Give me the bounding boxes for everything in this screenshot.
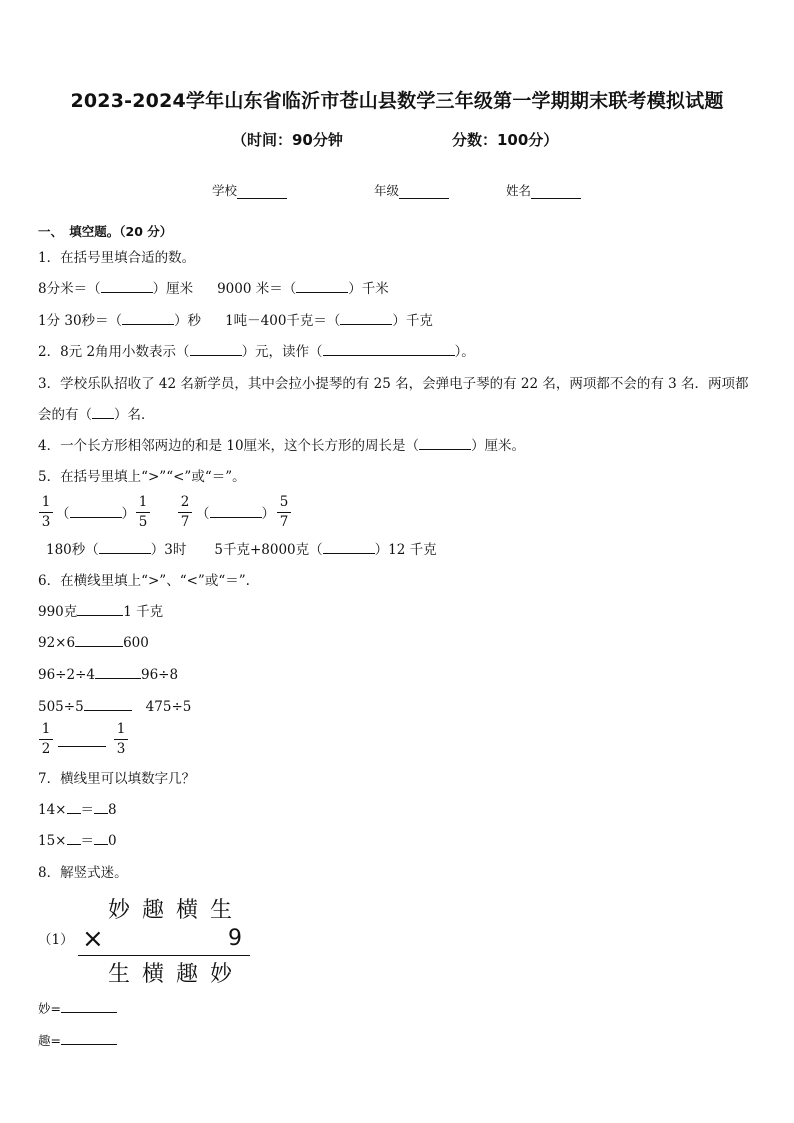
puzzle-top-row: 妙趣横生 bbox=[108, 898, 245, 923]
times-sign: × bbox=[82, 924, 104, 954]
question-1: 1．在括号里填合适的数。 bbox=[38, 250, 196, 266]
q7-left: 14× bbox=[38, 802, 67, 818]
denominator: 5 bbox=[138, 514, 148, 530]
denominator: 3 bbox=[41, 514, 51, 530]
q6-right: 1 千克 bbox=[123, 604, 164, 620]
question-6-row-1 bbox=[38, 602, 163, 622]
q5-c1: 180秒（ bbox=[46, 542, 99, 558]
fraction bbox=[277, 494, 291, 530]
answer-blank[interactable] bbox=[61, 999, 117, 1013]
denominator: 7 bbox=[279, 514, 289, 530]
section-heading: 一、 填空题。（20 分） bbox=[38, 224, 173, 239]
paren: ） bbox=[261, 506, 275, 522]
name-field[interactable] bbox=[506, 181, 581, 199]
numerator: 1 bbox=[138, 494, 148, 510]
answer-blank[interactable] bbox=[84, 697, 132, 711]
grade-field[interactable] bbox=[374, 181, 449, 199]
question-3-line-1: 3．学校乐队招收了 42 名新学员，其中会拉小提琴的有 25 名，会弹电子琴的有 22 名，两项都不会的有 3 名．两项都 bbox=[38, 376, 749, 392]
answer-blank[interactable] bbox=[58, 746, 106, 747]
q1-a3: 9000 米＝（ bbox=[217, 281, 297, 297]
question-6-row-4 bbox=[38, 697, 191, 717]
question-6-row-3 bbox=[38, 665, 178, 685]
fraction bbox=[39, 494, 53, 530]
numerator: 1 bbox=[41, 494, 51, 510]
numerator: 1 bbox=[116, 721, 126, 737]
answer-blank[interactable] bbox=[122, 311, 174, 325]
name-blank[interactable] bbox=[531, 186, 581, 199]
puzzle-multiplier: 9 bbox=[228, 926, 242, 951]
question-5-row-b bbox=[46, 540, 437, 560]
question-3-line-2 bbox=[38, 405, 155, 425]
q3-b: ）名． bbox=[114, 407, 155, 423]
school-blank[interactable] bbox=[237, 186, 287, 199]
q2-c: ）。 bbox=[454, 344, 475, 360]
answer-qu bbox=[38, 1031, 117, 1051]
q6-right: 475÷5 bbox=[145, 699, 192, 715]
answer-label: 妙= bbox=[38, 1001, 61, 1016]
answer-miao bbox=[38, 999, 117, 1019]
paren: ） bbox=[121, 506, 135, 522]
answer-blank[interactable] bbox=[61, 1031, 117, 1045]
answer-blank[interactable] bbox=[67, 831, 81, 845]
q1-b3: 1吨－400千克＝（ bbox=[225, 313, 341, 329]
answer-blank[interactable] bbox=[419, 436, 471, 450]
question-7-row-2 bbox=[38, 831, 117, 851]
exam-score: 分数：100分） bbox=[452, 131, 559, 149]
question-5: 5．在括号里填上“>”“<”或“＝”。 bbox=[38, 469, 246, 485]
q4-a: 4．一个长方形相邻两边的和是 10厘米，这个长方形的周长是（ bbox=[38, 438, 420, 454]
q1-b1: 1分 30秒＝（ bbox=[38, 313, 123, 329]
q6-right: 96÷8 bbox=[140, 667, 179, 683]
puzzle-bottom-row: 生横趣妙 bbox=[108, 962, 245, 987]
answer-blank[interactable] bbox=[75, 633, 123, 647]
question-6: 6．在横线里填上“>”、“<”或“＝”. bbox=[38, 573, 250, 589]
q1-a4: ）千米 bbox=[348, 281, 389, 297]
grade-blank[interactable] bbox=[399, 186, 449, 199]
page-title: 2023-2024学年山东省临沂市苍山县数学三年级第一学期期末联考模拟试题 bbox=[70, 90, 724, 112]
q1-a2: ）厘米 bbox=[152, 281, 194, 297]
q6-left: 990克 bbox=[38, 604, 78, 620]
question-8: 8．解竖式迷。 bbox=[38, 865, 128, 881]
exam-time: （时间：90分钟 bbox=[232, 131, 343, 149]
q1-b2: ）秒 bbox=[174, 313, 202, 329]
compare-2 bbox=[196, 504, 275, 524]
question-2 bbox=[38, 342, 475, 362]
q1-b4: ）千克 bbox=[392, 313, 433, 329]
question-7-row-1 bbox=[38, 800, 117, 820]
question-6-row-2 bbox=[38, 633, 149, 653]
question-1-row-a bbox=[38, 279, 389, 299]
answer-blank[interactable] bbox=[190, 342, 242, 356]
school-label: 学校 bbox=[212, 183, 238, 198]
q6-left: 96÷2÷4 bbox=[38, 667, 95, 683]
answer-blank[interactable] bbox=[95, 665, 141, 679]
q6-left: 505÷5 bbox=[38, 699, 84, 715]
denominator: 2 bbox=[41, 741, 51, 757]
q7-right: 8 bbox=[108, 802, 117, 818]
question-1-row-b bbox=[38, 311, 433, 331]
answer-blank[interactable] bbox=[340, 311, 392, 325]
q4-b: ）厘米。 bbox=[471, 438, 526, 454]
q5-c4: ）12 千克 bbox=[374, 542, 437, 558]
puzzle-label: （1） bbox=[38, 932, 74, 948]
answer-blank[interactable] bbox=[323, 342, 455, 356]
q6-right: 600 bbox=[123, 635, 149, 651]
answer-blank[interactable] bbox=[94, 831, 108, 845]
answer-label: 趣= bbox=[38, 1033, 61, 1048]
answer-blank[interactable] bbox=[77, 602, 123, 616]
puzzle-rule bbox=[78, 955, 250, 956]
q2-a: 2．8元 2角用小数表示（ bbox=[38, 344, 190, 360]
question-4 bbox=[38, 436, 525, 456]
fraction bbox=[114, 721, 128, 757]
answer-blank[interactable] bbox=[67, 800, 81, 814]
answer-blank[interactable] bbox=[101, 279, 153, 293]
denominator: 7 bbox=[180, 514, 190, 530]
numerator: 5 bbox=[279, 494, 289, 510]
answer-blank[interactable] bbox=[296, 279, 348, 293]
answer-blank[interactable] bbox=[210, 504, 262, 518]
answer-blank[interactable] bbox=[92, 405, 114, 419]
grade-label: 年级 bbox=[374, 183, 400, 198]
q7-eq: ＝ bbox=[80, 802, 94, 818]
fraction bbox=[178, 494, 192, 530]
numerator: 2 bbox=[180, 494, 190, 510]
q1-a1: 8分米＝（ bbox=[38, 281, 101, 297]
fraction bbox=[136, 494, 150, 530]
fraction bbox=[39, 721, 53, 757]
answer-blank[interactable] bbox=[323, 540, 375, 554]
q7-right: 0 bbox=[108, 833, 117, 849]
q6-left: 92×6 bbox=[38, 635, 76, 651]
question-7: 7．横线里可以填数字几？ bbox=[38, 771, 196, 787]
numerator: 1 bbox=[41, 721, 51, 737]
q3-a: 会的有（ bbox=[38, 407, 92, 423]
answer-blank[interactable] bbox=[94, 800, 108, 814]
q5-c2: ）3时 bbox=[150, 542, 187, 558]
answer-blank[interactable] bbox=[70, 504, 122, 518]
q7-eq: ＝ bbox=[80, 833, 94, 849]
compare-1 bbox=[56, 504, 135, 524]
q7-left: 15× bbox=[38, 833, 67, 849]
denominator: 3 bbox=[116, 741, 126, 757]
paren: （ bbox=[56, 506, 70, 522]
paren: （ bbox=[196, 506, 210, 522]
q5-c3: 5千克+8000克（ bbox=[214, 542, 323, 558]
name-label: 姓名 bbox=[506, 183, 532, 198]
q2-b: ）元，读作（ bbox=[241, 344, 323, 360]
school-field[interactable] bbox=[212, 181, 287, 199]
answer-blank[interactable] bbox=[99, 540, 151, 554]
